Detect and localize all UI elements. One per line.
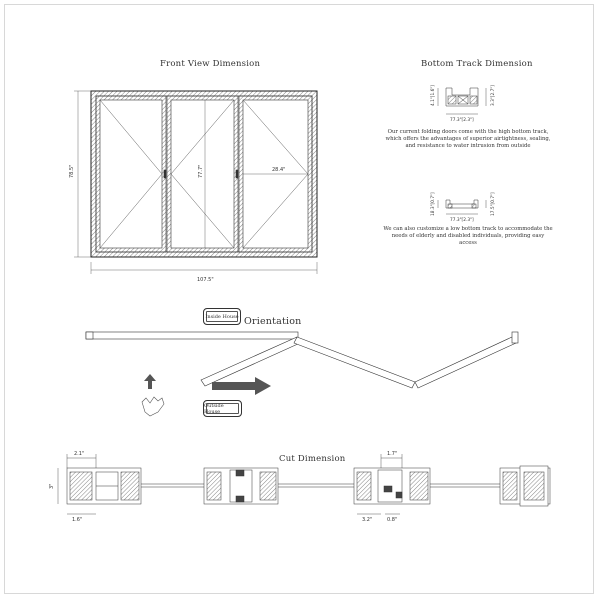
high-track-profile xyxy=(438,88,486,114)
bottom-track-title: Bottom Track Dimension xyxy=(421,59,533,69)
inside-house-label: Inside House xyxy=(203,308,241,325)
high-track-bottom-dim: 77.3"[2.3"] xyxy=(450,118,474,123)
orientation-diagram xyxy=(86,332,518,416)
low-track-profile xyxy=(438,200,486,214)
cut-bottom-left-dim: 1.6" xyxy=(72,517,83,523)
cut-profile-mid-left xyxy=(204,468,278,504)
high-track-right-dim: 3.3"[2.7"] xyxy=(491,85,496,106)
cut-left-height-dim: 3" xyxy=(49,483,55,489)
low-track-left-dim: 18.3"[0.7"] xyxy=(431,192,436,216)
total-width-dim: 107.5" xyxy=(197,277,214,283)
outside-house-label: Outside House xyxy=(203,400,242,417)
panel-height-dim: 77.7" xyxy=(198,164,204,178)
low-track-right-dim: 17.5"[0.7"] xyxy=(491,192,496,216)
front-view-title: Front View Dimension xyxy=(160,59,261,69)
direction-arrow-right xyxy=(212,377,271,395)
panel-width-dim: 28.4" xyxy=(272,167,286,173)
cut-profile-mid-right xyxy=(354,468,430,504)
high-track-note: Our current folding doors come with the high bottom track, which offers the advantages of superior airtightness, sealing, and resistance to water intrusion from outside xyxy=(385,129,551,149)
cut-profile-left xyxy=(67,468,141,504)
cut-profile-right xyxy=(500,466,550,506)
cut-top-mid-dim: 1.7" xyxy=(387,451,398,457)
cut-dimension-drawing xyxy=(58,454,550,514)
cut-dimension-title: Cut Dimension xyxy=(279,454,346,464)
low-track-note: We can also customize a low bottom track to accommodate the needs of elderly and disabled individuals, providing easy access xyxy=(383,226,553,246)
hand-push-icon xyxy=(142,397,164,416)
high-track-left-dim: 4.1"[1.6"] xyxy=(431,85,436,106)
cut-bottom-mid-a-dim: 3.2" xyxy=(362,517,373,523)
low-track-bottom-dim: 77.3"[2.3"] xyxy=(450,218,474,223)
front-height-dim: 78.5" xyxy=(69,164,75,178)
cut-bottom-mid-b-dim: 0.8" xyxy=(387,517,398,523)
direction-arrow-up xyxy=(144,374,156,389)
cut-top-left-dim: 2.1" xyxy=(74,451,85,457)
door-panel-left xyxy=(96,96,166,252)
orientation-title: Orientation xyxy=(244,316,302,327)
front-view-drawing xyxy=(74,91,317,274)
